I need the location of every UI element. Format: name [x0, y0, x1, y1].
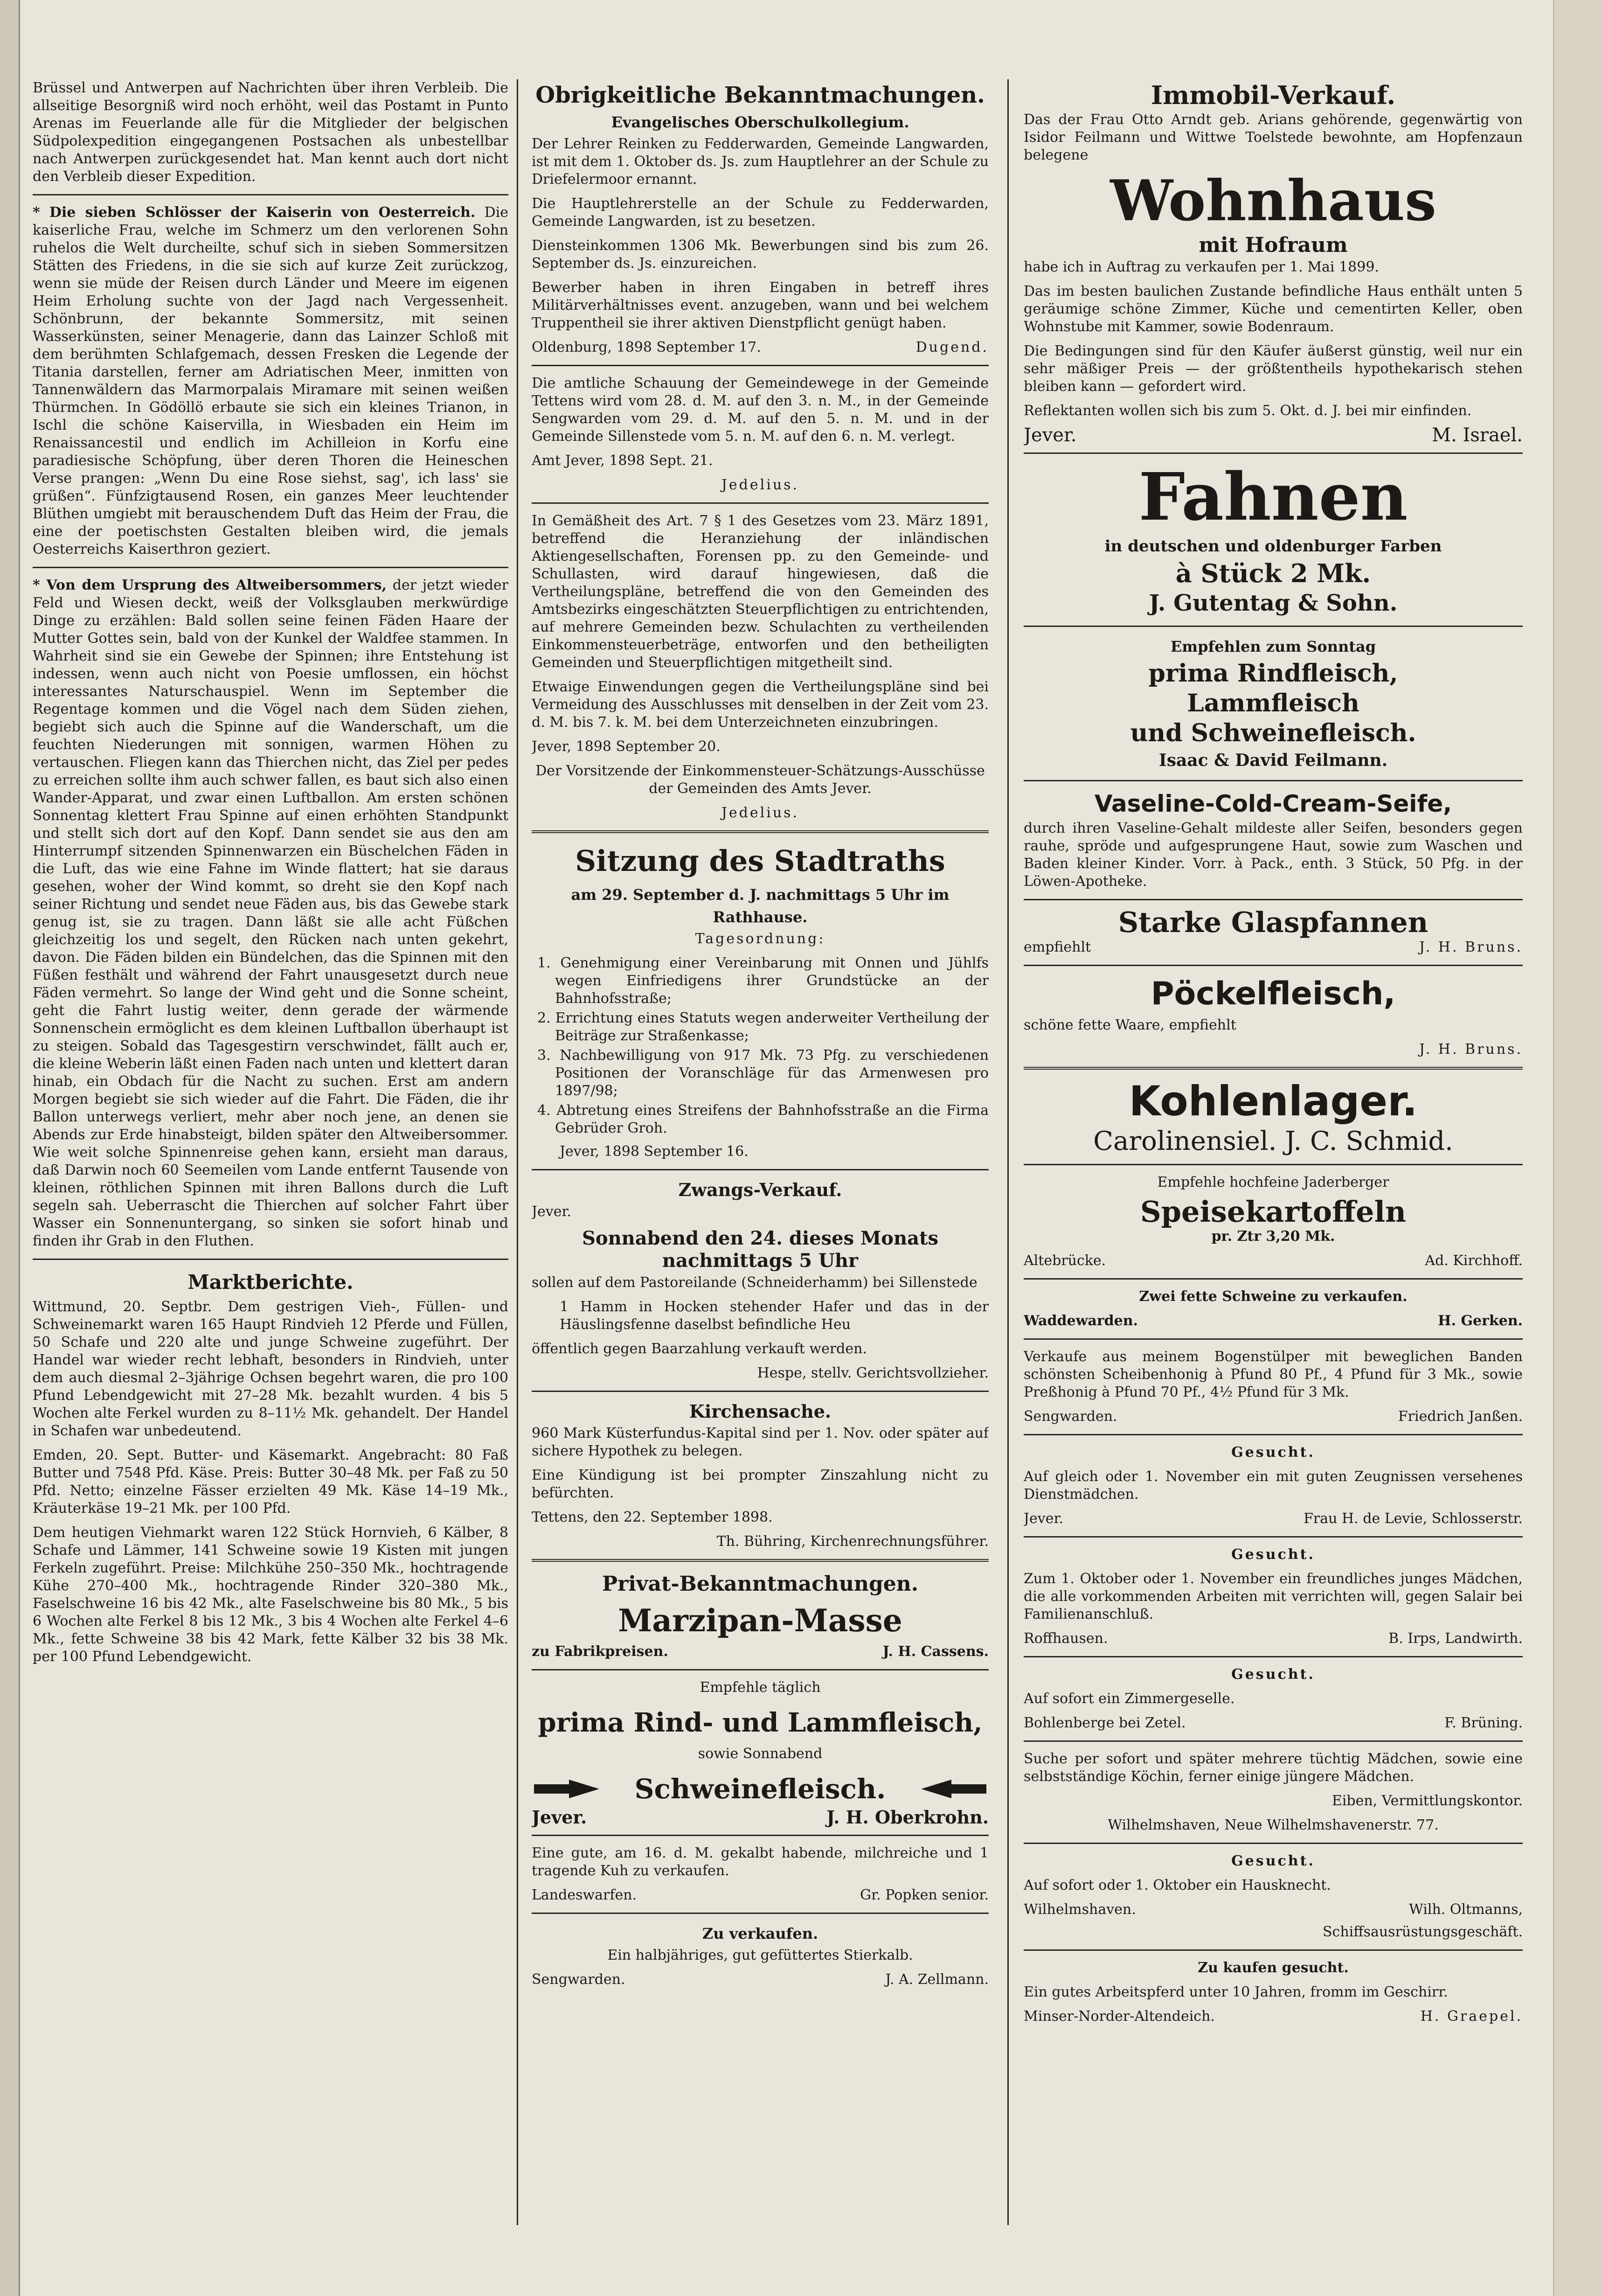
ad-title-sitzung: Sitzung des Stadtraths: [575, 844, 945, 878]
ad-title-vaseline: Vaseline-Cold-Cream-Seife,: [1094, 790, 1452, 817]
signature: Dugend.: [915, 339, 989, 355]
ad-name: F. Brüning.: [1444, 1715, 1523, 1731]
market-report-wittmund: Wittmund, 20. Septbr. Dem gestrigen Vieh-, Füllen- und Schweinemarkt waren 165 Haupt Rindvieh 12 Pferde und Füllen, 50 Schafe und 220 alte und junge Schweine zugeführt. Der Handel war wieder recht lebhaft, besonders in Rindvieh, unter dem auch diesmal 2–3jährige Ochsen begehrt waren, die pro 100 Pfund Lebendgewicht mit 27–28 Mk. bezahlt wurden. 4 bis 5 Wochen alte Ferkel wurden zu 8–11½ Mk. gehandelt. Der Handel in Schafen war unbedeutend.: [33, 1299, 508, 1439]
ad-text: durch ihren Vaseline-Gehalt mildeste aller Seifen, besonders gegen rauhe, spröde und aufgesprungene Haut, sowie zum Waschen und Baden kleiner Kinder. Vorr. à Pack., enth. 3 Stück, 50 Pfg. in der Löwen-Apotheke.: [1024, 820, 1523, 890]
place: Jever.: [532, 1204, 572, 1220]
column-rule: [517, 79, 518, 2225]
article-body: Die kaiserliche Frau, welche im Schmerz um den verlorenen Sohn ruhelos die Welt durcheilte, schuf sich in sieben Sommersitzen Stätten des Friedens, in die sie sich auf kurze Zeit zurückzog, wenn sie müde der Reisen durch Länder und Meere im eigenen Heim Erholung suchte von der Jagd nach Vergessenheit. Schönbrunn, der bekannte Sommersitz, mit seinen Wasserkünsten, seiner Menagerie, dann das Lainzer Schloß mit dem berühmten Schlafgemach, dessen Fresken die Legende der Titania darstellen, ferner am Adriatischen Meer, inmitten von Tannenwäldern das Marmorpalais Miramare mit seinen weißen Thürmchen. In Gödöllö erbaute sie sich ein kleines Trianon, in Ischl die schöne Kaiservilla, in Wiesbaden ein Heim im Renaissancestil und endlich im Achilleion in Korfu eine paradiesische Schöpfung, über deren Thoren die Heineschen Verse prangen: „Wenn Du eine Rose siehst, sag', ich lass' sie grüßen“. Fünfzigtausend Rosen, ein ganzes Meer leuchtender Blüthen umgiebt mit berauschendem Duft das Heim der Frau, die eine der poetischsten Gestalten bleiben wird, die jemals Oesterreichs Kaiserthron geziert.: [33, 204, 508, 557]
ad-name: Schiffsausrüstungsgeschäft.: [1323, 1924, 1523, 1940]
divider: [1024, 780, 1523, 781]
ad-name: Ad. Kirchhoff.: [1425, 1252, 1523, 1269]
article-body: der jetzt wieder Feld und Wiesen deckt, weiß der Volksglauben merkwürdige Dinge zu erzählen: Bald sollen seine feinen Fäden Haare der Mutter Gottes sein, bald von der Kunkel der Waldfee stammen. In Wahrheit sind sie ein Gewebe der Spinnen; ihre Entstehung ist indessen, wenn auch nicht von Poesie umflossen, ein höchst interessantes Naturschauspiel. Wenn im September die Regentage kommen und die Vögel nach dem Süden ziehen, begiebt sich auch die Spinne auf die Wanderschaft, um die feuchten Niederungen mit sonnigen, warmen Höhen zu vertauschen. Fliegen kann das Thierchen nicht, das Ziel per pedes zu erreichen sollte ihm auch schwer fallen, es baut sich also einen Wander-Apparat, und zwar einen Luftballon. Am ersten schönen Sonnentag klettert Frau Spinne auf einen erhöhten Standpunkt und stellt sich dort auf den Kopf. Dann sendet sie aus den am Hinterrumpf sitzenden Spinnenwarzen ein Büschelchen Fäden in die Luft, das wie eine Fahne im Winde flattert; hat sie daraus gesehen, woher der Wind kommt, so dreht sie den Kopf nach seiner Richtung und sendet neue Fäden aus, bis das Gewebe stark genug ist, sie zu tragen. Dann läßt sie alle acht Füßchen gleichzeitig los und segelt, den Rücken nach unten gekehrt, davon. Die Fäden bilden ein Bündelchen, das die Spinnen mit den Füßen festhält und während der Fahrt unausgesetzt durch neue Fäden vermehrt. So lange der Wind geht und die Sonne scheint, geht die Fahrt lustig weiter, denn gerade der wärmende Sonnenschein ermöglicht es dem kleinen Luftballon überhaupt ist zu steigen. Sobald das Tagesgestirn verschwindet, fällt auch er, die kleine Weberin läßt einen Faden nach unten und klettert daran hinab, ein Obdach für die Nacht zu suchen. Erst am andern Morgen begiebt sie sich wieder auf die Fahrt. Die Fäden, die ihr Ballon unterwegs verliert, mehr aber noch jene, an denen sie Abends zur Erde hinabsteigt, bilden später den Altweibersommer. Wie weit solche Spinnenreise gehen kann, ersieht man daraus, daß Darwin noch 60 Seemeilen vom Lande entfernt Tausende von kleinen, röthlichen Spinnen mit ihren Ballons durch die Luft segeln sah. Ueberrascht die Thierchen auf solcher Fahrt über Wasser ein Sonnenuntergang, so sinken sie sofort hinab und finden ihr Grab in den Fluthen.: [33, 577, 508, 1249]
column-rule: [1007, 79, 1009, 2225]
section-title-obrigkeitliche: Obrigkeitliche Bekanntmachungen.: [535, 82, 985, 108]
agenda-item: 2. Errichtung eines Statuts wegen anderweiter Vertheilung der Beiträge zur Straßenkasse;: [537, 1010, 989, 1044]
ad-subtitle-schmid: Carolinensiel. J. C. Schmid.: [1093, 1126, 1453, 1156]
divider: [532, 1559, 989, 1562]
agenda-item: 3. Nachbewilligung von 917 Mk. 73 Pfg. zu verschiedenen Positionen der Voranschläge für das Armenwesen pro 1897/98;: [537, 1047, 989, 1099]
ad-price: à Stück 2 Mk.: [1175, 558, 1371, 588]
ad-name: Gr. Popken senior.: [860, 1887, 989, 1903]
article-heading: * Die sieben Schlösser der Kaiserin von Oesterreich.: [33, 204, 476, 221]
ad-name: Wilh. Oltmanns,: [1408, 1901, 1523, 1918]
ad-name: J. H. Bruns.: [1419, 939, 1523, 955]
ad-title-poeckelfleisch: Pöckelfleisch,: [1151, 975, 1396, 1012]
notice-text: Etwaige Einwendungen gegen die Vertheilungspläne sind bei Vermeidung des Ausschlusses mit denselben in der Zeit vom 23. d. M. bis 7. k. M. bei dem Unterzeichneten einzubringen.: [532, 679, 989, 731]
place: Bohlenberge bei Zetel.: [1024, 1715, 1186, 1731]
column-official-notices: [532, 79, 989, 2272]
ad-row: [532, 1971, 989, 1989]
divider: [532, 1169, 989, 1170]
ad-title-zwangsverkauf: Zwangs-Verkauf.: [678, 1179, 842, 1200]
ad-title-zu-kaufen: Zu kaufen gesucht.: [1198, 1960, 1349, 1976]
ad-text: Das der Frau Otto Arndt geb. Arians gehörende, gegenwärtig von Isidor Feilmann und Wittwe Toelstede bewohnte, am Hopfenzaun belegene: [1024, 111, 1523, 163]
divider: [1024, 1656, 1523, 1657]
place: Jever.: [1024, 1510, 1064, 1527]
ad-title-schweine: Zwei fette Schweine zu verkaufen.: [1139, 1288, 1408, 1305]
notice-text: Die amtliche Schauung der Gemeindewege in der Gemeinde Tettens wird vom 28. d. M. auf den 3. n. M., in der Gemeinde Sengwarden vom 29. d. M. auf den 5. n. M. und in der Gemeinde Sillenstede vom 5. n. M. auf den 6. n. M. verlegt.: [532, 375, 989, 445]
signature: Jedelius.: [721, 805, 799, 821]
ad-text: Eine gute, am 16. d. M. gekalbt habende, milchreiche und 1 tragende Kuh zu verkaufen.: [532, 1845, 989, 1879]
divider: [1024, 1164, 1523, 1165]
notice-text: Eine Kündigung ist bei prompter Zinszahlung nicht zu befürchten.: [532, 1467, 989, 1501]
ad-title-kohlenlager: Kohlenlager.: [1129, 1077, 1418, 1125]
divider: [1024, 1067, 1523, 1070]
signature: Th. Bühring, Kirchenrechnungsführer.: [716, 1533, 989, 1550]
ad-name: J. Gutentag & Sohn.: [1149, 590, 1398, 616]
divider: [532, 1835, 989, 1836]
ad-row: [1024, 426, 1523, 444]
ad-title-schweinefleisch: Schweinefleisch.: [634, 1773, 886, 1805]
ad-name: J. H. Cassens.: [882, 1643, 989, 1660]
divider: [33, 567, 508, 568]
notice-text: In Gemäßheit des Art. 7 § 1 des Gesetzes vom 23. März 1891, betreffend die Heranziehung der inländischen Aktiengesellschaften, Forensen pp. zu den Gemeinde- und Schullasten, wird darauf hingewiesen, daß die Vertheilungspläne, betreffend die von den Gemeinden des Amtsbezirks eingeschätzten Steuerpflichtigen zu entrichtenden, auf mehrere Gemeinden bezw. Schulachten zu vertheilenden Einkommensteuerbeträge, entworfen und den betheiligten Gemeinden und Steuerpflichtigen mitgetheilt sind.: [532, 513, 989, 671]
ad-title-fleisch: prima Rind- und Lammfleisch,: [538, 1707, 983, 1738]
place-date: Jever, 1898 September 20.: [532, 738, 721, 755]
page-gutter-left: [0, 0, 20, 2296]
ad-title-fahnen: Fahnen: [1138, 459, 1408, 536]
ad-title-wohnhaus: Wohnhaus: [1110, 168, 1436, 234]
article-altweibersommer: [33, 577, 508, 1250]
ad-text: sowie Sonnabend: [698, 1746, 823, 1762]
market-report-emden: Emden, 20. Sept. Butter- und Käsemarkt. Angebracht: 80 Faß Butter und 7548 Pfd. Käse. Preis: Butter 30–48 Mk. per Faß zu 50 Pfd. Netto; einzelne Fässer erzielten 49 Mk. Käse 14–19 Mk., Kräuterkäse 19–21 Mk. per 100 Pfd.: [33, 1447, 508, 1517]
ad-name: M. Israel.: [1432, 424, 1523, 446]
ad-text: Auf sofort oder 1. Oktober ein Hausknecht.: [1024, 1877, 1331, 1893]
signature: Hespe, stellv. Gerichtsvollzieher.: [757, 1365, 989, 1381]
article-heading: * Von dem Ursprung des Altweibersommers,: [33, 577, 387, 593]
column-news: [33, 79, 508, 2272]
ad-name: H. Gerken.: [1438, 1313, 1523, 1329]
place: Landeswarfen.: [532, 1887, 637, 1903]
ad-row: [1024, 1901, 1523, 1919]
ad-name: J. H. Bruns.: [1419, 1041, 1523, 1058]
notice-heading-oberschulkollegium: Evangelisches Oberschulkollegium.: [611, 113, 909, 131]
place: Roffhausen.: [1024, 1630, 1108, 1647]
ad-row: [1024, 1714, 1523, 1732]
place: Altebrücke.: [1024, 1252, 1106, 1269]
divider: [1024, 1338, 1523, 1340]
ad-name: J. A. Zellmann.: [885, 1971, 989, 1988]
ad-text: Ein halbjähriges, gut gefüttertes Stierkalb.: [607, 1947, 913, 1963]
divider: [1024, 1740, 1523, 1742]
divider: [33, 1259, 508, 1260]
signature: Der Vorsitzende der Einkommensteuer-Schätzungs-Ausschüsse der Gemeinden des Amts Jever.: [535, 763, 985, 797]
market-report-viehmarkt: Dem heutigen Viehmarkt waren 122 Stück Hornvieh, 6 Kälber, 8 Schafe und Lämmer, 141 Schweine sowie 19 Kisten mit jungen Ferkeln zugeführt. Preise: Milchkühe 250–350 Mk., hochtragende Kühe 270–400 Mk., hochtragende Rinder 320–380 Mk., Faselschweine 16 bis 42 Mk., alte Faselschweine bis 80 Mk., 5 bis 6 Wochen alte Ferkel 8 bis 12 Mk., 3 bis 4 Wochen alte Ferkel 4–6 Mk., fette Schweine 38 bis 42 Mark, fette Kälber 32 bis 38 Mk. per 100 Pfund Lebendgewicht.: [33, 1524, 508, 1665]
column-advertisements: [1024, 79, 1523, 2272]
ad-subtitle-hofraum: mit Hofraum: [1199, 233, 1348, 257]
ad-row: [1024, 1630, 1523, 1648]
ad-name: B. Irps, Landwirth.: [1388, 1630, 1523, 1647]
ad-text: Empfehle täglich: [700, 1679, 821, 1696]
ad-row: [1024, 1252, 1523, 1270]
agenda-list: [532, 954, 989, 1137]
ad-title-gesucht: Gesucht.: [1231, 1444, 1315, 1461]
ad-text: Verkaufe aus meinem Bogenstülper mit beweglichen Banden schönsten Scheibenhonig à Pfund 80 Pf., 4 Pfund für 3 Mk., sowie Preßhonig à Pfund 70 Pf., 4½ Pfund für 3 Mk.: [1024, 1349, 1523, 1400]
page-edge-right: [1553, 0, 1602, 2296]
notice-text: Der Lehrer Reinken zu Fedderwarden, Gemeinde Langwarden, ist mit dem 1. Oktober ds. Js. zum Hauptlehrer an der Schule zu Driefelermoor ernannt.: [532, 136, 989, 188]
notice-text: sollen auf dem Pastoreilande (Schneiderhamm) bei Sillenstede: [532, 1274, 978, 1291]
ad-name: Eiben, Vermittlungskontor.: [1332, 1793, 1523, 1809]
ad-title-immobil: Immobil-Verkauf.: [1151, 80, 1396, 110]
ad-text: empfiehlt: [1024, 939, 1091, 955]
notice-text: Diensteinkommen 1306 Mk. Bewerbungen sind bis zum 26. September ds. Js. einzureichen.: [532, 237, 989, 271]
place-date: Jever, 1898 September 16.: [560, 1143, 749, 1160]
ad-row: [532, 1886, 989, 1904]
divider: [1024, 965, 1523, 966]
ad-text: Suche per sofort und später mehrere tüchtig Mädchen, sowie eine selbstständige Köchin, ferner einige jüngere Mädchen.: [1024, 1751, 1523, 1785]
ad-text: Auf gleich oder 1. November ein mit guten Zeugnissen versehenes Dienstmädchen.: [1024, 1468, 1523, 1503]
notice-text: Die Hauptlehrerstelle an der Schule zu Fedderwarden, Gemeinde Langwarden, ist zu besetzen.: [532, 195, 989, 230]
ad-name: Friedrich Janßen.: [1398, 1408, 1523, 1425]
notice-text: öffentlich gegen Baarzahlung verkauft werden.: [532, 1341, 867, 1357]
ad-text: Die Bedingungen sind für den Käufer äußerst günstig, weil nur ein sehr mäßiger Preis — der größtentheils hypothekarisch stehen bleiben kann — gefordert wird.: [1024, 343, 1523, 395]
ad-title-kirchensache: Kirchensache.: [689, 1401, 832, 1422]
place: Wilhelmshaven.: [1024, 1901, 1136, 1918]
ad-row: [1024, 1510, 1523, 1528]
ad-text: Empfehle hochfeine Jaderberger: [1157, 1174, 1389, 1190]
ad-name: H. Graepel.: [1420, 2008, 1523, 2025]
divider: [33, 194, 508, 195]
ad-text: schöne fette Waare, empfiehlt: [1024, 1017, 1236, 1033]
ad-text: Zum 1. Oktober oder 1. November ein freundliches junges Mädchen, die alle vorkommenden Arbeiten mit verrichten will, gegen Salair bei Familienanschluß.: [1024, 1571, 1523, 1622]
ad-row: [1024, 2008, 1523, 2025]
ad-title-marzipan: Marzipan-Masse: [618, 1602, 902, 1639]
ad-text: Empfehlen zum Sonntag: [1170, 638, 1376, 655]
divider: [532, 365, 989, 366]
place-date: Amt Jever, 1898 Sept. 21.: [532, 452, 713, 469]
ad-title-schweinefleisch: und Schweinefleisch.: [1130, 719, 1416, 747]
agenda-item: 1. Genehmigung einer Vereinbarung mit Onnen und Jühlfs wegen Einfriedigens ihrer Grundstücke an der Bahnhofsstraße;: [537, 955, 989, 1007]
ad-text: Das im besten baulichen Zustande befindliche Haus enthält unten 5 geräumige schöne Zimmer, Küche und cementirten Keller, oben Wohnstube mit Kammer, sowie Bodenraum.: [1024, 283, 1523, 335]
ad-text: zu Fabrikpreisen.: [532, 1643, 668, 1660]
notice-text: 960 Mark Küsterfundus-Kapital sind per 1. Nov. oder später auf sichere Hypothek zu belegen.: [532, 1425, 989, 1459]
ad-address: Wilhelmshaven, Neue Wilhelmshavenerstr. 77.: [1108, 1817, 1439, 1833]
ad-title-lammfleisch: Lammfleisch: [1187, 689, 1359, 717]
section-title-privat: Privat-Bekanntmachungen.: [602, 1572, 919, 1596]
ad-title-glaspfannen: Starke Glaspfannen: [1118, 906, 1429, 939]
ad-text: Reflektanten wollen sich bis zum 5. Okt. d. J. bei mir einfinden.: [1024, 403, 1472, 419]
divider: [1024, 452, 1523, 454]
notice-text: 1 Hamm in Hocken stehender Hafer und das in der Häuslingsfenne daselbst befindliche Heu: [560, 1299, 989, 1333]
ad-subtitle-farben: in deutschen und oldenburger Farben: [1104, 537, 1442, 556]
ad-title-gesucht: Gesucht.: [1231, 1546, 1315, 1563]
signature: Jedelius.: [721, 477, 799, 493]
divider: [532, 1391, 989, 1392]
ad-name: Isaac & David Feilmann.: [1158, 751, 1388, 770]
divider: [532, 830, 989, 833]
divider: [1024, 1536, 1523, 1538]
agenda-item: 4. Abtretung eines Streifens der Bahnhofsstraße an die Firma Gebrüder Groh.: [537, 1102, 989, 1136]
ad-title-rindfleisch: prima Rindfleisch,: [1148, 659, 1398, 688]
article-schloesser: [33, 204, 508, 558]
ad-text: Auf sofort ein Zimmergeselle.: [1024, 1691, 1235, 1707]
ad-row: [532, 1809, 989, 1826]
ad-row: [532, 1643, 989, 1661]
notice-text: Bewerber haben in ihren Eingaben in betreff ihres Militärverhältnisses event. anzugeben, wann und bei welchem Truppentheil sie ihrer aktiven Dienstpflicht genügt haben.: [532, 279, 989, 331]
ad-title-gesucht: Gesucht.: [1231, 1666, 1315, 1683]
ad-title-zu-verkaufen: Zu verkaufen.: [702, 1925, 818, 1942]
divider: [1024, 1434, 1523, 1435]
place: Sengwarden.: [532, 1971, 625, 1988]
ad-title-speisekartoffeln: Speisekartoffeln: [1140, 1195, 1407, 1229]
ad-text: Ein gutes Arbeitspferd unter 10 Jahren, fromm im Geschirr.: [1024, 1984, 1448, 2000]
article-expedition: Brüssel und Antwerpen auf Nachrichten über ihren Verbleib. Die allseitige Besorgniß wird noch erhöht, weil das Postamt in Punto Arenas im Feuerlande alle für die Mitglieder der belgischen Südpolexpedition eingegangenen Postsachen als unbestellbar nach Antwerpen zurückgesendet hat. Man kennt auch dort nicht den Verbleib dieser Expedition.: [33, 80, 508, 185]
divider: [532, 1669, 989, 1670]
ad-row: [1024, 939, 1523, 956]
place: Jever.: [1024, 424, 1077, 446]
pointing-hand-left-icon: [919, 1777, 989, 1801]
ad-name: J. H. Oberkrohn.: [826, 1807, 989, 1828]
divider: [532, 1913, 989, 1914]
ad-title-gesucht: Gesucht.: [1231, 1853, 1315, 1869]
place: Waddewarden.: [1024, 1313, 1138, 1329]
place: Sengwarden.: [1024, 1408, 1117, 1425]
divider: [1024, 899, 1523, 900]
section-title-marktberichte: Marktberichte.: [187, 1271, 354, 1294]
ad-row: [1024, 1312, 1523, 1330]
ad-text: habe ich in Auftrag zu verkaufen per 1. Mai 1899.: [1024, 259, 1379, 275]
place: Minser-Norder-Altendeich.: [1024, 2008, 1215, 2025]
divider: [1024, 1949, 1523, 1951]
ad-price: pr. Ztr 3,20 Mk.: [1211, 1228, 1335, 1245]
place-date: Oldenburg, 1898 September 17.: [532, 339, 761, 355]
divider: [1024, 1278, 1523, 1280]
divider: [1024, 626, 1523, 627]
place-date: Tettens, den 22. September 1898.: [532, 1509, 773, 1525]
ad-name: Frau H. de Levie, Schlosserstr.: [1304, 1510, 1523, 1527]
notice-signature-row: [532, 339, 989, 356]
ad-row: [1024, 1408, 1523, 1426]
divider: [1024, 1843, 1523, 1844]
meeting-date: am 29. September d. J. nachmittags 5 Uhr im Rathhause.: [571, 886, 950, 926]
place: Jever.: [532, 1807, 587, 1828]
agenda-title: Tagesordnung:: [695, 931, 825, 947]
ad-row: [532, 1769, 989, 1809]
pointing-hand-right-icon: [532, 1777, 602, 1801]
divider: [532, 502, 989, 504]
auction-date: Sonnabend den 24. dieses Monats nachmittags 5 Uhr: [582, 1227, 938, 1272]
